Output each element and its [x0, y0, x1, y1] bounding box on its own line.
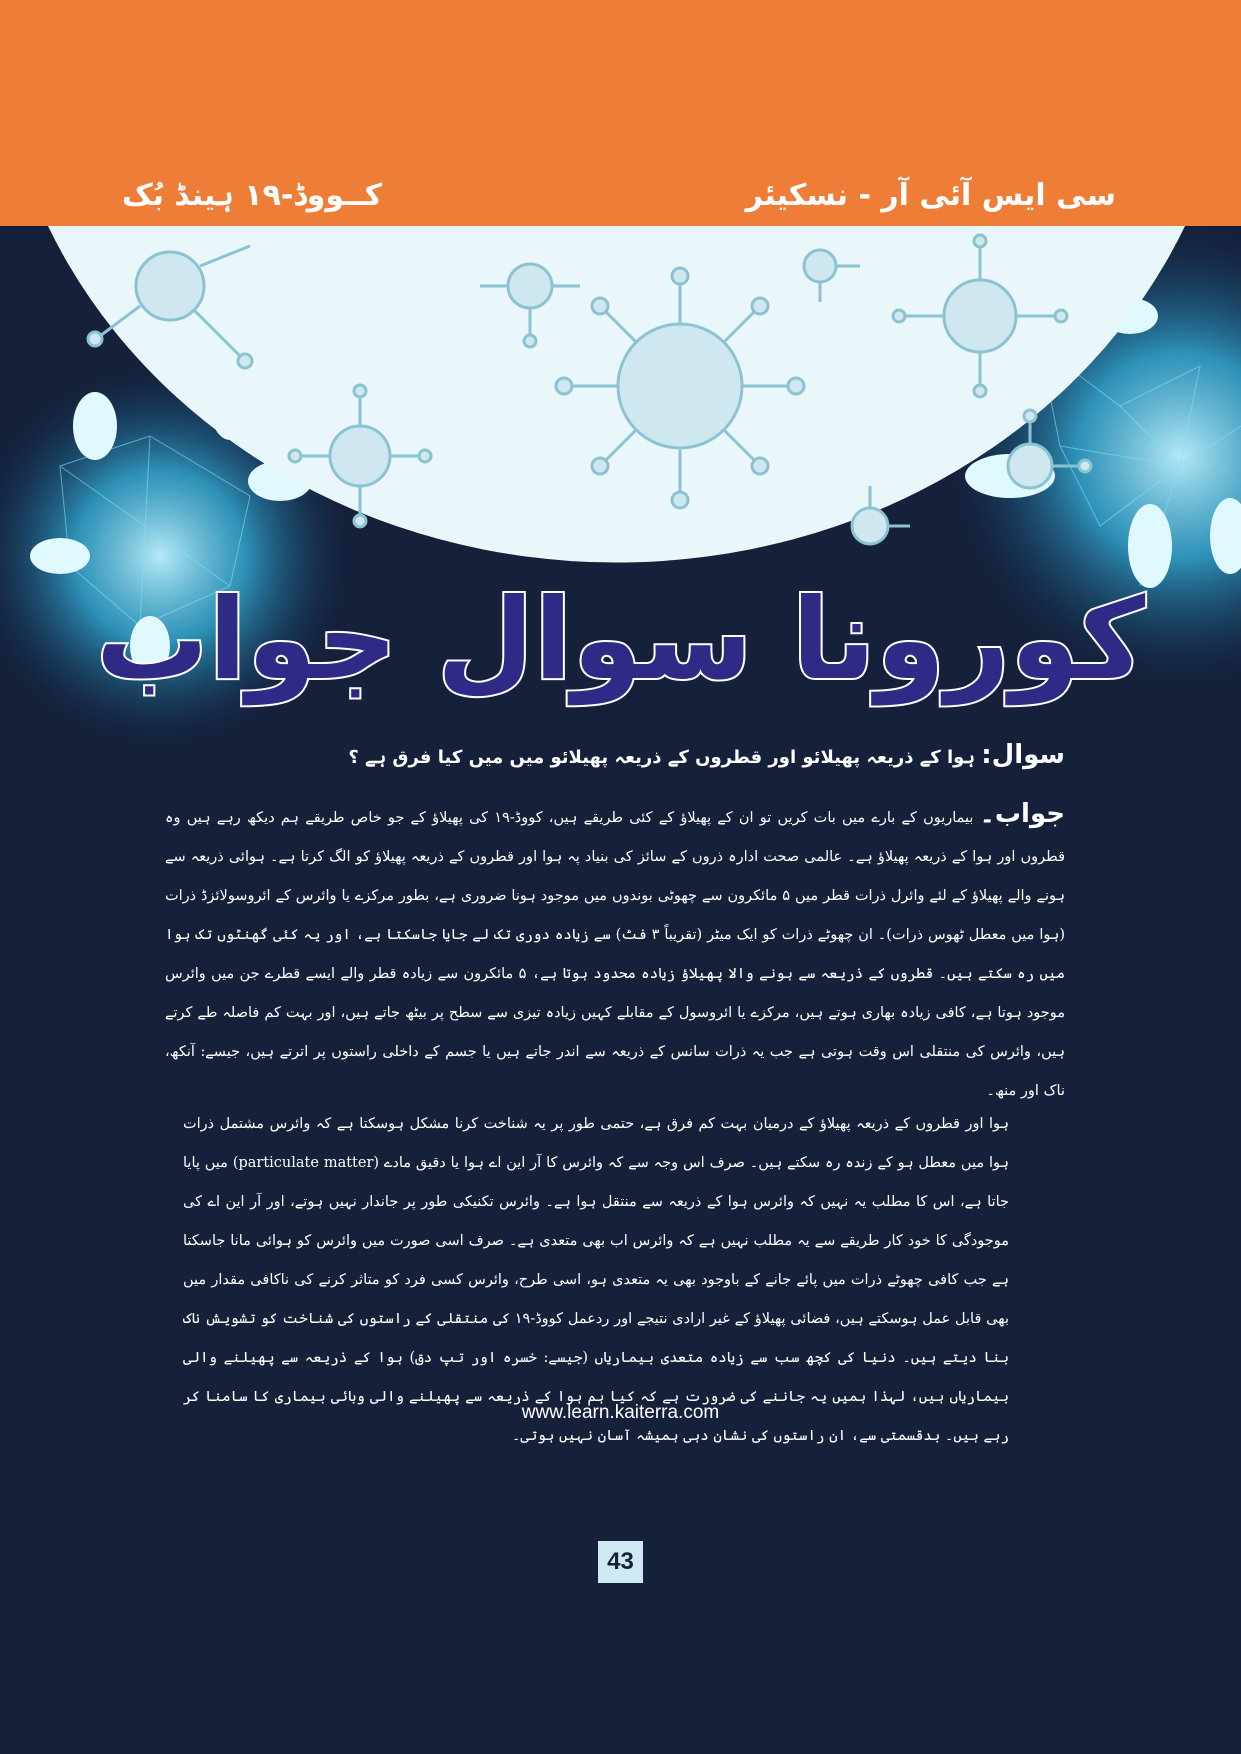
main-title: کورونا سوال جواب [95, 575, 1146, 705]
header-book-title: کــووڈ-۱۹ ہینڈ بُک [122, 178, 383, 213]
answer-paragraph-2: ہوا اور قطروں کے ذریعہ پھیلاؤ کے درمیان بہت کم فرق ہے، حتمی طور پر یہ شناخت کرنا مشکل ہوسکتا ہے کہ وائرس مشتمل ذرات ہوا میں معطل ہو کے زندہ رہ سکتے ہیں۔ صرف اس وجہ سے کہ وائرس کا آر این اے ہوا یا دقیق مادے (particulate matter) میں پایا جاتا ہے، اس کا مطلب یہ نہیں کہ وائرس ہوا کے ذریعہ سے منتقل ہوا ہے۔ وائرس تکنیکی طور پر جاندار نہیں ہوتے، اور آر این اے کی موجودگی کا خود کار طریقے سے یہ مطلب نہیں ہے کہ وائرس اب بھی متعدی ہے۔ صرف اسی صورت میں وائرس کو ہوائی مانا جاسکتا ہے جب کافی چھوٹے ذرات میں پائے جانے کے باوجود بھی یہ متعدی ہو، اسی طرح، وائرس کسی فرد کو متاثر کرنے کی ناکافی مقدار میں بھی قابل عمل ہوسکتے ہیں، فضائی پھیلاؤ کے غیر ارادی نتیجے اور ردعمل کووڈ-۱۹ کی منتقلی کے راستوں کی شناخت کو تشویش ناک بنا دیتے ہیں۔ دنیا کی کچھ سب سے زیادہ متعدی بیماریاں (جیسے: خسرہ اور تپ دق) ہوا کے ذریعہ سے پھیلنے والی بیماریاں ہیں، لہذا ہمیں یہ جاننے کی ضرورت ہے کہ کیا ہم ہوا کے ذریعہ سے پھیلنے والی وبائی بیماری کا سامنا کر رہے ہیں۔ بدقسمتی سے، ان راستوں کی نشان دہی ہمیشہ آسان نہیں ہوتی۔ [183, 1116, 1009, 1444]
answer-text-1: بیماریوں کے بارے میں بات کریں تو ان کے پھیلاؤ کے کئی طریقے ہیں، کووڈ-۱۹ کی پھیلاؤ کے جو خاص طریقے ہم دیکھ رہے ہیں وہ قطروں اور ہوا کے ذریعہ پھیلاؤ ہے۔ عالمی صحت ادارہ ذروں کے سائز کی بنیاد پہ ہوا اور قطروں کے ذریعہ پھیلاؤ کو الگ کرتا ہے۔ ہوائی ذریعہ سے ہونے والے پھیلاؤ کے لئے وائرل ذرات قطر میں ۵ مائکرون سے چھوٹی بوندوں میں موجود ہونا ضروری ہے، بطور مرکزے یا وائرس کے ائروسولائزڈ ذرات (ہوا میں معطل ٹھوس ذرات)۔ ان چھوٹے ذرات کو ایک میٹر (تقریباً ۳ فٹ) سے زیادہ دوری تک لے جایا جاسکتا ہے، اور یہ کئی گھنٹوں تک ہوا میں رہ سکتے ہیں۔ قطروں کے ذریعہ سے ہونے والا پھیلاؤ زیادہ محدود ہوتا ہے، ۵ مائکرون سے زیادہ قطر والے ایسے قطرے جن میں وائرس موجود ہوتا ہے، کافی زیادہ بھاری ہوتے ہیں، مرکزے یا ائروسول کے مقابلے کہیں زیادہ تیزی سے سطح پر بیٹھ جاتے ہیں، اور بہت کم فاصلہ طے کرتے ہیں، وائرس کی منتقلی اس وقت ہوتی ہے جب یہ ذرات سانس کے ذریعہ سے اندر جاتے ہیں یا جسم کے داخلی راستوں پر اترتے ہیں، جیسے: آنکھ، ناک اور منھ۔ [165, 810, 1065, 1099]
answer-label: جواب۔ [979, 799, 1065, 829]
answer-paragraph-1 [165, 795, 1065, 1111]
question-label: سوال: [981, 740, 1065, 770]
source-url: www.learn.kaiterra.com [521, 1402, 720, 1423]
question-block [165, 740, 1065, 770]
header-publisher-title: سی ایس آئی آر - نسکیئر [745, 178, 1116, 213]
question-text: ہوا کے ذریعہ پھیلائو اور قطروں کے ذریعہ پھیلائو میں میں کیا فرق ہے ؟ [348, 747, 982, 768]
page-number: 43 [598, 1541, 643, 1583]
